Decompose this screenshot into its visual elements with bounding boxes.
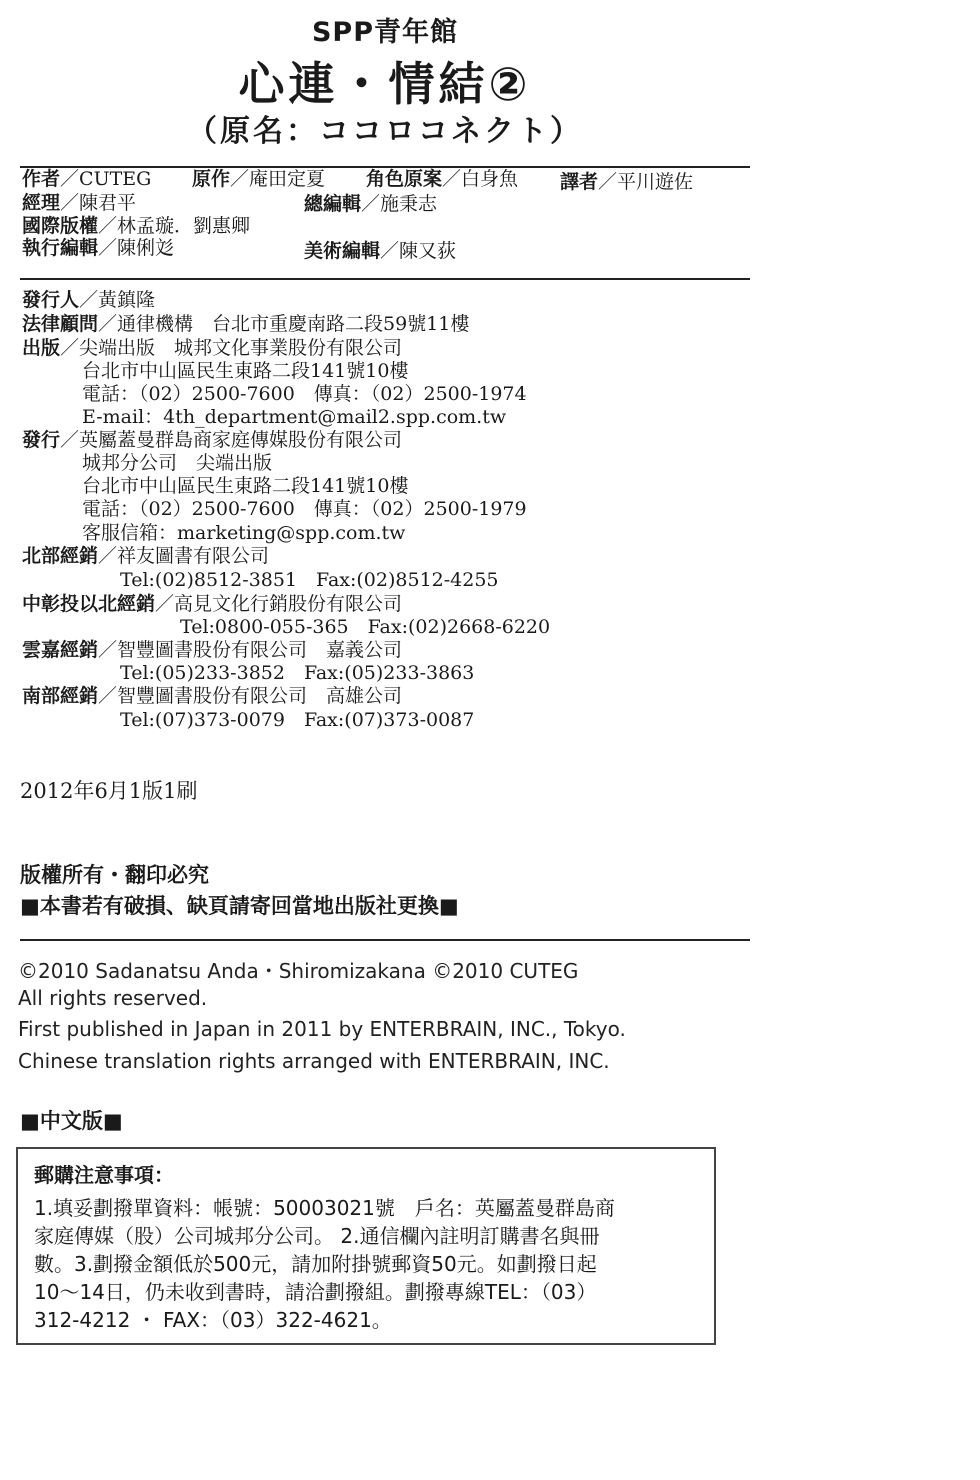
press: 出版／尖端出版 城邦文化事業股份有限公司: [22, 337, 403, 359]
rights-notice: 版權所有・翻印必究: [20, 863, 209, 887]
legal-advisor: 法律顧問／通律機構 台北市重慶南路二段59號11樓: [22, 313, 470, 335]
original-title: （原名：ココロコネクト）: [187, 114, 583, 149]
yunjia-distribution-tel: Tel:(05)233-3852 Fax:(05)233-3863: [120, 662, 475, 684]
yunjia-distribution: 雲嘉經銷／智豐圖書股份有限公司 嘉義公司: [22, 639, 403, 661]
south-distribution: 南部經銷／智豐圖書股份有限公司 高雄公司: [22, 685, 403, 707]
credit-manager: 經理／陳君平: [22, 192, 137, 214]
north-distribution: 北部經銷／祥友圖書有限公司: [22, 545, 270, 567]
credit-translator: 譯者／平川遊佐: [560, 171, 694, 193]
chinese-edition-label: ■中文版■: [20, 1109, 123, 1133]
mail-order-heading: 郵購注意事項：: [34, 1163, 174, 1187]
book-title: 心連・情結②: [238, 57, 532, 111]
credit-original: 原作／庵田定夏: [192, 168, 326, 190]
publisher: 發行人／黃鎮隆: [22, 289, 156, 311]
distributor: 發行／英屬蓋曼群島商家庭傳媒股份有限公司: [22, 429, 403, 451]
first-published: First published in Japan in 2011 by ENTERBRAIN, INC., Tokyo.: [18, 1017, 626, 1041]
mail-order-box: [16, 1147, 716, 1345]
credit-art-editor: 美術編輯／陳又荻: [304, 240, 457, 262]
mail-order-line: 1.填妥劃撥單資料：帳號：50003021號 戶名：英屬蓋曼群島商: [34, 1196, 615, 1220]
north-distribution-tel: Tel:(02)8512-3851 Fax:(02)8512-4255: [120, 569, 499, 591]
divider-credits: [20, 278, 750, 280]
rights-reserved: All rights reserved.: [18, 986, 208, 1010]
distributor-branch: 城邦分公司 尖端出版: [82, 452, 273, 474]
credit-chief-editor: 總編輯／施秉志: [304, 193, 438, 215]
credit-exec-editor: 執行編輯／陳俐彣: [22, 237, 175, 259]
mail-order-line: 家庭傳媒（股）公司城邦分公司。 2.通信欄內註明訂購書名與冊: [34, 1224, 600, 1248]
press-phone: 電話：（02）2500-7600 傳真：（02）2500-1974: [82, 383, 527, 405]
mail-order-line: 10～14日，仍未收到書時，請洽劃撥組。劃撥專線TEL：（03）: [34, 1280, 597, 1304]
damage-notice: ■本書若有破損、缺頁請寄回當地出版社更換■: [20, 894, 459, 918]
divider-copyright: [20, 939, 750, 941]
mail-order-line: 數。3.劃撥金額低於500元，請加附掛號郵資50元。如劃撥日起: [34, 1252, 597, 1276]
series-name: SPP青年館: [311, 17, 459, 48]
mail-order-line: 312-4212 ・ FAX：（03）322-4621。: [34, 1308, 392, 1332]
credit-author: 作者／CUTEG: [22, 168, 152, 190]
credit-intl-rights: 國際版權／林孟璇．劉惠卿: [22, 215, 251, 237]
distributor-email: 客服信箱：marketing@spp.com.tw: [82, 522, 406, 544]
central-distribution-tel: Tel:0800-055-365 Fax:(02)2668-6220: [180, 616, 551, 638]
distributor-phone: 電話：（02）2500-7600 傳真：（02）2500-1979: [82, 498, 527, 520]
edition-info: 2012年6月1版1刷: [20, 779, 198, 803]
central-distribution: 中彰投以北經銷／高見文化行銷股份有限公司: [22, 593, 403, 615]
copyright-line: ©2010 Sadanatsu Anda・Shiromizakana ©2010 CUTEG: [18, 959, 579, 983]
south-distribution-tel: Tel:(07)373-0079 Fax:(07)373-0087: [120, 709, 475, 731]
credit-character: 角色原案／白身魚: [366, 168, 519, 190]
press-address: 台北市中山區民生東路二段141號10樓: [82, 360, 409, 382]
press-email: E-mail：4th_department@mail2.spp.com.tw: [82, 406, 507, 428]
distributor-address: 台北市中山區民生東路二段141號10樓: [82, 475, 409, 497]
translation-rights: Chinese translation rights arranged with ENTERBRAIN, INC.: [18, 1049, 610, 1073]
